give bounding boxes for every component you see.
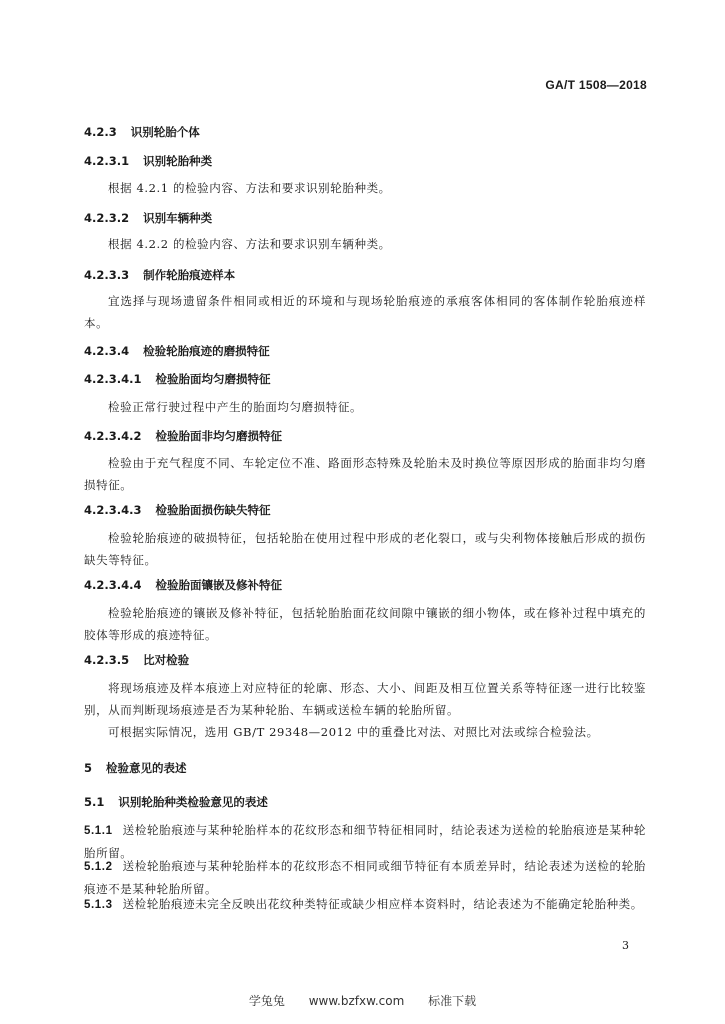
- clause-number: 5.1.1: [84, 825, 113, 837]
- heading-title: 识别车辆种类: [143, 211, 213, 225]
- paragraph-4-2-3-4-4: 检验轮胎痕迹的镶嵌及修补特征，包括轮胎胎面花纹间隙中镶嵌的细小物体，或在修补过程中填充的胶体等形成的痕迹特征。: [84, 606, 646, 642]
- footer: [0, 992, 725, 1009]
- heading-number: 4.2.3.4.1: [84, 372, 142, 386]
- heading-number: 4.2.3: [84, 125, 117, 139]
- heading-4-2-3-4-3: [84, 502, 646, 518]
- paragraph-4-2-3-2: 根据 4.2.2 的检验内容、方法和要求识别车辆种类。: [108, 237, 391, 251]
- clause-text: 送检轮胎痕迹与某种轮胎样本的花纹形态不相同或细节特征有本质差异时，结论表述为送检的轮胎痕迹不是某种轮胎所留。: [84, 859, 646, 896]
- heading-4-2-3-5: [84, 652, 646, 668]
- heading-number: 4.2.3.1: [84, 154, 130, 168]
- heading-title: 识别轮胎个体: [130, 125, 200, 139]
- paragraph-4-2-3-4-2: 检验由于充气程度不同、车轮定位不准、路面形态特殊及轮胎未及时换位等原因形成的胎面非均匀磨损特征。: [84, 456, 646, 492]
- paragraph-4-2-3-1: 根据 4.2.1 的检验内容、方法和要求识别轮胎种类。: [108, 181, 391, 195]
- clause-5-1-3: [84, 893, 646, 916]
- heading-title: 检验胎面镶嵌及修补特征: [155, 578, 282, 592]
- heading-number: 4.2.3.2: [84, 211, 130, 225]
- heading-4-2-3-3: [84, 267, 646, 283]
- paragraph-4-2-3-4-1: 检验正常行驶过程中产生的胎面均匀磨损特征。: [108, 400, 363, 414]
- paragraph-4-2-3-3: 宜选择与现场遗留条件相同或相近的环境和与现场轮胎痕迹的承痕客体相同的客体制作轮胎痕迹样本。: [84, 294, 646, 330]
- heading-title: 识别轮胎种类检验意见的表述: [118, 795, 268, 809]
- heading-title: 比对检验: [143, 653, 190, 667]
- heading-title: 制作轮胎痕迹样本: [143, 268, 236, 282]
- heading-title: 检验轮胎痕迹的磨损特征: [143, 344, 270, 358]
- heading-title: 检验胎面非均匀磨损特征: [155, 429, 282, 443]
- clause-number: 5.1.2: [84, 861, 113, 873]
- standard-code: GA/T 1508—2018: [545, 78, 647, 92]
- heading-4-2-3-4-2: [84, 428, 646, 444]
- heading-5: [84, 760, 646, 776]
- heading-number: 4.2.3.4.2: [84, 429, 142, 443]
- heading-number: 4.2.3.4.4: [84, 578, 142, 592]
- paragraph-4-2-3-5-a: 将现场痕迹及样本痕迹上对应特征的轮廓、形态、大小、间距及相互位置关系等特征逐一进行比较鉴别，从而判断现场痕迹是否为某种轮胎、车辆或送检车辆的轮胎所留。: [84, 681, 646, 717]
- footer-site-name: 学兔兔: [248, 994, 285, 1008]
- heading-4-2-3-4: [84, 343, 646, 359]
- paragraph-4-2-3-5-b: 可根据实际情况，选用 GB/T 29348—2012 中的重叠比对法、对照比对法或综合检验法。: [108, 725, 599, 739]
- clause-number: 5.1.3: [84, 899, 113, 911]
- paragraph-4-2-3-4-3: 检验轮胎痕迹的破损特征，包括轮胎在使用过程中形成的老化裂口，或与尖利物体接触后形成的损伤缺失等特征。: [84, 531, 646, 567]
- heading-number: 4.2.3.3: [84, 268, 130, 282]
- clause-text: 送检轮胎痕迹未完全反映出花纹种类特征或缺少相应样本资料时，结论表述为不能确定轮胎种类。: [122, 897, 643, 911]
- heading-5-1: [84, 794, 646, 810]
- heading-title: 检验意见的表述: [106, 761, 187, 775]
- footer-url[interactable]: www.bzfxw.com: [308, 994, 405, 1008]
- heading-4-2-3-2: [84, 210, 646, 226]
- heading-title: 识别轮胎种类: [143, 154, 213, 168]
- heading-number: 5.1: [84, 795, 105, 809]
- heading-title: 检验胎面均匀磨损特征: [155, 372, 271, 386]
- heading-title: 检验胎面损伤缺失特征: [155, 503, 271, 517]
- heading-4-2-3-4-1: [84, 371, 646, 387]
- heading-4-2-3: [84, 124, 646, 140]
- page-number: 3: [622, 939, 629, 952]
- heading-number: 4.2.3.5: [84, 653, 130, 667]
- heading-number: 4.2.3.4.3: [84, 503, 142, 517]
- heading-4-2-3-1: [84, 153, 646, 169]
- heading-number: 4.2.3.4: [84, 344, 130, 358]
- footer-label: 标准下载: [428, 994, 477, 1008]
- heading-number: 5: [84, 761, 93, 775]
- clause-text: 送检轮胎痕迹与某种轮胎样本的花纹形态和细节特征相同时，结论表述为送检的轮胎痕迹是某种轮胎所留。: [84, 823, 646, 860]
- heading-4-2-3-4-4: [84, 577, 646, 593]
